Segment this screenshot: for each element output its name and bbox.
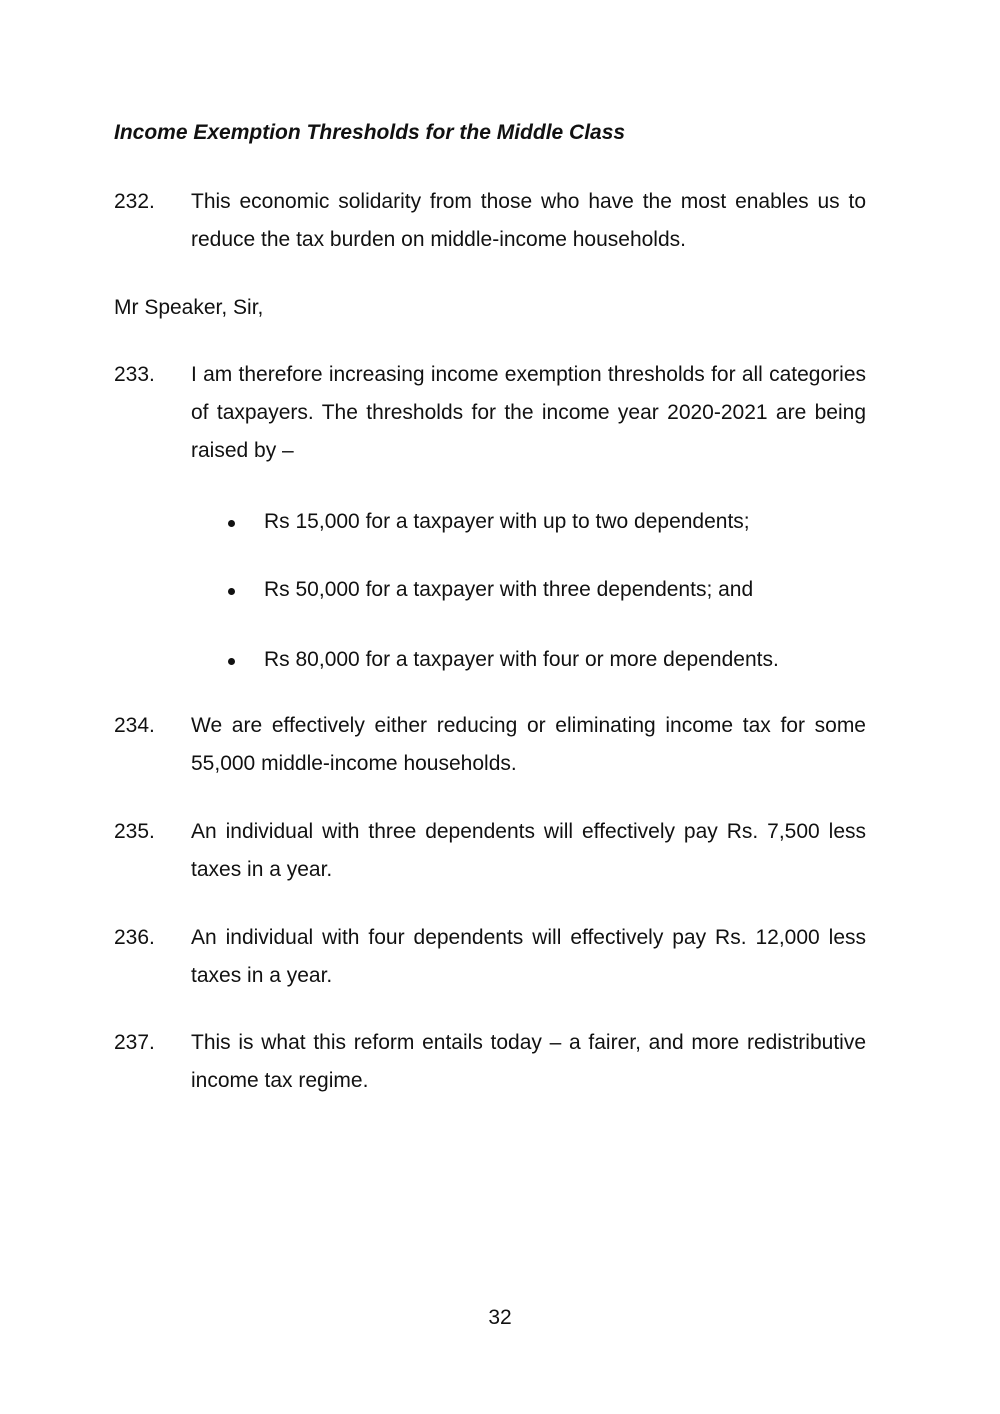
paragraph-232 bbox=[114, 183, 866, 259]
paragraph-text: An individual with four dependents will effectively pay Rs. 12,000 less taxes in a year. bbox=[191, 926, 866, 987]
paragraph-number: 237. bbox=[114, 1031, 155, 1054]
paragraph-text: We are effectively either reducing or eliminating income tax for some 55,000 middle-income households. bbox=[191, 714, 866, 775]
bullet-item bbox=[228, 646, 868, 674]
paragraph-text: This is what this reform entails today – a fairer, and more redistributive income tax regime. bbox=[191, 1031, 866, 1092]
bullet-text: Rs 15,000 for a taxpayer with up to two dependents; bbox=[264, 510, 750, 533]
bullet-text: Rs 80,000 for a taxpayer with four or more dependents. bbox=[264, 648, 779, 671]
paragraph-number: 233. bbox=[114, 363, 155, 386]
paragraph-text: I am therefore increasing income exemption thresholds for all categories of taxpayers. The thresholds for the income year 2020-2021 are being raised by – bbox=[191, 363, 866, 462]
salutation: Mr Speaker, Sir, bbox=[114, 296, 264, 319]
paragraph-237 bbox=[114, 1024, 866, 1100]
bullet-item bbox=[228, 576, 868, 604]
bullet-text: Rs 50,000 for a taxpayer with three dependents; and bbox=[264, 578, 754, 601]
paragraph-number: 234. bbox=[114, 714, 155, 737]
section-heading: Income Exemption Thresholds for the Middle Class bbox=[114, 121, 626, 144]
paragraph-number: 236. bbox=[114, 926, 155, 949]
paragraph-text: An individual with three dependents will effectively pay Rs. 7,500 less taxes in a year. bbox=[191, 820, 866, 881]
paragraph-233 bbox=[114, 356, 866, 470]
paragraph-number: 232. bbox=[114, 190, 155, 213]
bullet-icon bbox=[228, 588, 235, 595]
paragraph-236 bbox=[114, 919, 866, 995]
paragraph-235 bbox=[114, 813, 866, 889]
page-number: 32 bbox=[488, 1306, 512, 1329]
paragraph-text: This economic solidarity from those who have the most enables us to reduce the tax burden on middle-income households. bbox=[191, 190, 866, 251]
bullet-item bbox=[228, 508, 868, 536]
bullet-icon bbox=[228, 658, 235, 665]
bullet-icon bbox=[228, 520, 235, 527]
paragraph-number: 235. bbox=[114, 820, 155, 843]
paragraph-234 bbox=[114, 707, 866, 783]
